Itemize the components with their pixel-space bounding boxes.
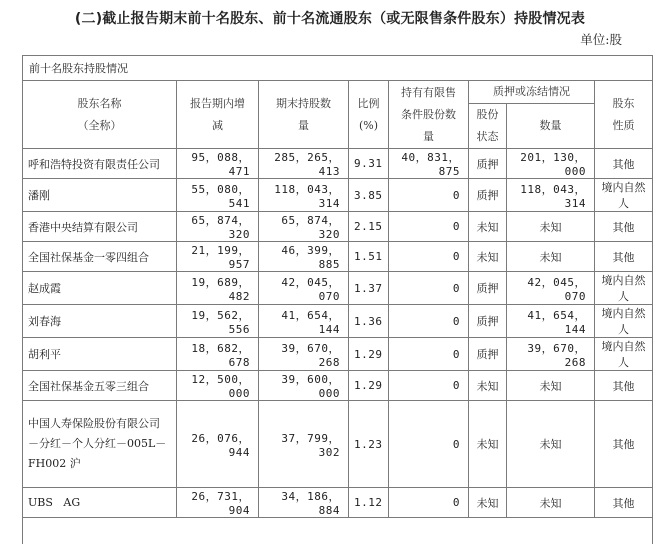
cell-change: 95，088，471	[177, 149, 259, 179]
cell-restricted: 40，831，875	[389, 149, 469, 179]
cell-name: 潘刚	[23, 179, 177, 212]
shareholders-table	[22, 55, 653, 544]
cell-status: 质押	[469, 149, 507, 179]
header-held-line1: 期末持股数	[264, 93, 343, 115]
header-pledge: 质押或冻结情况	[469, 81, 595, 104]
cell-name: 呼和浩特投资有限责任公司	[23, 149, 177, 179]
cell-held: 39，600，000	[259, 371, 349, 401]
cell-nature: 其他	[595, 371, 653, 401]
cell-ratio: 1.12	[349, 488, 389, 518]
cell-name	[23, 401, 177, 488]
cell-nature: 其他	[595, 488, 653, 518]
cell-ratio: 1.23	[349, 401, 389, 488]
cell-change: 26，076，944	[177, 401, 259, 488]
cell-held: 42，045，070	[259, 272, 349, 305]
header-status-line2: 状态	[474, 126, 501, 148]
cell-quantity: 118，043，314	[507, 179, 595, 212]
cell-restricted: 0	[389, 242, 469, 272]
cell-held: 46，399，885	[259, 242, 349, 272]
cell-name: 香港中央结算有限公司	[23, 212, 177, 242]
cell-held: 37，799，302	[259, 401, 349, 488]
cell-change: 26，731，904	[177, 488, 259, 518]
cell-change: 55，080，541	[177, 179, 259, 212]
cell-name: 赵成霞	[23, 272, 177, 305]
cell-restricted: 0	[389, 305, 469, 338]
header-restricted-line1: 持有有限售	[394, 82, 463, 104]
cell-held: 285，265，413	[259, 149, 349, 179]
cell-name: 刘春海	[23, 305, 177, 338]
header-restricted-line3: 量	[394, 126, 463, 148]
header-nature	[595, 81, 653, 149]
header-ratio	[349, 81, 389, 149]
cell-quantity: 201，130，000	[507, 149, 595, 179]
cell-status: 未知	[469, 242, 507, 272]
cell-name-line3: FH002 沪	[28, 454, 171, 474]
cell-nature: 其他	[595, 149, 653, 179]
cell-ratio: 2.15	[349, 212, 389, 242]
header-held-line2: 量	[264, 115, 343, 137]
header-row-1	[23, 81, 653, 104]
header-change-line2: 减	[182, 115, 253, 137]
cell-held: 65，874，320	[259, 212, 349, 242]
cell-quantity: 41，654，144	[507, 305, 595, 338]
table-row-partial	[23, 518, 653, 544]
cell-status: 未知	[469, 212, 507, 242]
cell-ratio: 1.51	[349, 242, 389, 272]
cell-name: 全国社保基金一零四组合	[23, 242, 177, 272]
cell-quantity: 未知	[507, 242, 595, 272]
section-header-row	[23, 56, 653, 81]
table-row	[23, 401, 653, 488]
cell-ratio: 1.36	[349, 305, 389, 338]
table-row	[23, 338, 653, 371]
cell-name-line2: －分红－个人分红－005L－	[28, 434, 171, 454]
header-name	[23, 81, 177, 149]
cell-change: 19，689，482	[177, 272, 259, 305]
cell-quantity: 未知	[507, 488, 595, 518]
header-status-line1: 股份	[474, 104, 501, 126]
cell-ratio: 9.31	[349, 149, 389, 179]
cell-status: 未知	[469, 401, 507, 488]
table-row	[23, 242, 653, 272]
cell-held: 118，043，314	[259, 179, 349, 212]
header-quantity: 数量	[507, 104, 595, 149]
cell-quantity: 未知	[507, 212, 595, 242]
header-restricted-line2: 条件股份数	[394, 104, 463, 126]
cell-status: 质押	[469, 179, 507, 212]
cell-ratio: 1.29	[349, 338, 389, 371]
cell-status: 质押	[469, 305, 507, 338]
cell-change: 21，199，957	[177, 242, 259, 272]
table-row	[23, 305, 653, 338]
cell-quantity: 42，045，070	[507, 272, 595, 305]
header-ratio-line1: 比例	[354, 93, 383, 115]
cell-status: 质押	[469, 272, 507, 305]
header-status	[469, 104, 507, 149]
cell-restricted: 0	[389, 371, 469, 401]
table-row	[23, 272, 653, 305]
table-row	[23, 371, 653, 401]
table-row	[23, 149, 653, 179]
cell-name: 全国社保基金五零三组合	[23, 371, 177, 401]
header-name-sub: （全称）	[28, 115, 171, 137]
table-row	[23, 488, 653, 518]
header-name-label: 股东名称	[28, 93, 171, 115]
cell-restricted: 0	[389, 401, 469, 488]
cell-ratio: 1.29	[349, 371, 389, 401]
cell-status: 未知	[469, 488, 507, 518]
header-ratio-line2: (%)	[354, 115, 383, 137]
header-nature-line1: 股东	[600, 93, 647, 115]
header-restricted	[389, 81, 469, 149]
cell-change: 18，682，678	[177, 338, 259, 371]
cell-nature: 境内自然人	[595, 305, 653, 338]
cell-status: 质押	[469, 338, 507, 371]
cell-held: 39，670，268	[259, 338, 349, 371]
cell-nature: 境内自然人	[595, 272, 653, 305]
section-label: 前十名股东持股情况	[23, 56, 653, 81]
cell-change: 12，500，000	[177, 371, 259, 401]
cell-nature: 其他	[595, 401, 653, 488]
table-row	[23, 179, 653, 212]
cell-name-line1: 中国人寿保险股份有限公司	[28, 414, 171, 434]
cell-name: UBS AG	[23, 488, 177, 518]
cell-held: 34，186，884	[259, 488, 349, 518]
cell-nature: 其他	[595, 212, 653, 242]
cell-name: 胡利平	[23, 338, 177, 371]
cell-restricted: 0	[389, 179, 469, 212]
cell-restricted: 0	[389, 338, 469, 371]
header-change	[177, 81, 259, 149]
cell-nature: 境内自然人	[595, 179, 653, 212]
cell-restricted: 0	[389, 212, 469, 242]
header-nature-line2: 性质	[600, 115, 647, 137]
table-row	[23, 212, 653, 242]
header-held	[259, 81, 349, 149]
cell-partial	[23, 518, 653, 544]
cell-change: 65，874，320	[177, 212, 259, 242]
cell-nature: 境内自然人	[595, 338, 653, 371]
cell-ratio: 1.37	[349, 272, 389, 305]
cell-quantity: 未知	[507, 401, 595, 488]
cell-restricted: 0	[389, 488, 469, 518]
cell-change: 19，562，556	[177, 305, 259, 338]
table-title: (二)截止报告期末前十名股东、前十名流通股东（或无限售条件股东）持股情况表	[0, 8, 660, 28]
cell-quantity: 39，670，268	[507, 338, 595, 371]
unit-label: 单位:股	[580, 30, 622, 48]
header-change-line1: 报告期内增	[182, 93, 253, 115]
cell-restricted: 0	[389, 272, 469, 305]
cell-quantity: 未知	[507, 371, 595, 401]
cell-nature: 其他	[595, 242, 653, 272]
cell-ratio: 3.85	[349, 179, 389, 212]
cell-held: 41，654，144	[259, 305, 349, 338]
cell-status: 未知	[469, 371, 507, 401]
